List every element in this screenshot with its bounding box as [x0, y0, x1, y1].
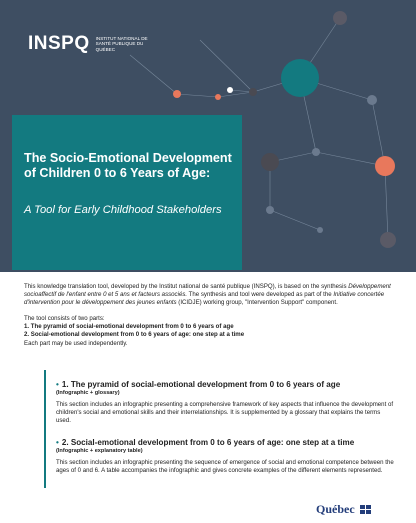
- bullet-icon: •: [56, 438, 59, 447]
- section-heading-text: 2. Social-emotional development from 0 to 6 years of age: one step at a time: [61, 438, 355, 447]
- intro-text: This knowledge translation tool, developed by the Institut national de santé publique (INSPQ), is based on the synthesis: [24, 283, 349, 290]
- section-rule: [44, 370, 46, 488]
- section-tag: (Infographic + explanatory table): [56, 448, 143, 454]
- bullet-icon: •: [56, 380, 59, 389]
- intro-content: [24, 283, 394, 348]
- section-heading: [56, 380, 394, 390]
- network-node-icon: [333, 11, 347, 25]
- logo-subtitle: INSTITUT NATIONAL DE SANTÉ PUBLIQUE DU QUÉBEC: [95, 35, 148, 52]
- part-1: 1. The pyramid of social-emotional development from 0 to 6 years of age: [24, 323, 234, 331]
- intro-initiative-name: Initiative concertée d'intervention pour le développement des jeunes enfants: [24, 291, 385, 307]
- network-node-icon: [249, 88, 257, 96]
- section-1: [56, 380, 394, 425]
- quebec-logo[interactable]: [316, 502, 371, 517]
- document-title: The Socio-Emotional Development of Children 0 to 6 Years of Age:: [24, 151, 232, 180]
- parts-intro: The tool consists of two parts:: [24, 315, 105, 323]
- network-node-icon: [215, 94, 221, 100]
- quebec-wordmark: Québec: [316, 502, 355, 516]
- intro-text: The synthesis and tool were developed as part of the: [187, 291, 334, 299]
- network-node-icon: [367, 95, 377, 105]
- network-node-icon: [227, 87, 233, 93]
- title-box: [12, 115, 242, 270]
- parts-note: Each part may be used independently.: [24, 339, 128, 347]
- network-node-icon: [312, 148, 320, 156]
- network-node-icon: [317, 227, 323, 233]
- intro-paragraph: [24, 283, 394, 307]
- intro-source-title: Développement socioaffectif de l'enfant entre 0 et 5 ans et facteurs associés.: [24, 283, 391, 299]
- part-2: 2. Social-emotional development from 0 to 6 years of age: one step at a time: [24, 331, 245, 339]
- fleurdelise-icon: [360, 505, 372, 515]
- section-body: This section includes an infographic presenting the sequence of emergence of social and emotional competence between the ages of 0 and 6. A table accompanies the infographic and gives concrete examples of the different elements represented.: [56, 459, 394, 474]
- logo-mark: INSPQ: [28, 33, 90, 54]
- section-heading-text: 1. The pyramid of social-emotional development from 0 to 6 years of age: [61, 380, 341, 389]
- network-node-icon: [266, 206, 274, 214]
- document-subtitle: A Tool for Early Childhood Stakeholders: [24, 204, 222, 216]
- parts-list: [24, 315, 394, 347]
- network-node-icon: [261, 153, 279, 171]
- section-body: This section includes an infographic presenting a comprehensive framework of key aspects that influence the development of children's social and emotional skills and their interrelationships. It is supplemented by a glossary that explains the terms used.: [56, 401, 394, 424]
- section-heading: [56, 438, 394, 448]
- network-node-icon: [281, 59, 319, 97]
- section-2: [56, 438, 394, 475]
- network-node-icon: [173, 90, 181, 98]
- inspq-logo[interactable]: [28, 33, 156, 55]
- network-node-icon: [380, 232, 396, 248]
- intro-text: (ICIDJE) working group, "Intervention Support" component.: [176, 299, 338, 307]
- section-tag: (Infographic + glossary): [56, 390, 120, 396]
- network-node-icon: [375, 156, 395, 176]
